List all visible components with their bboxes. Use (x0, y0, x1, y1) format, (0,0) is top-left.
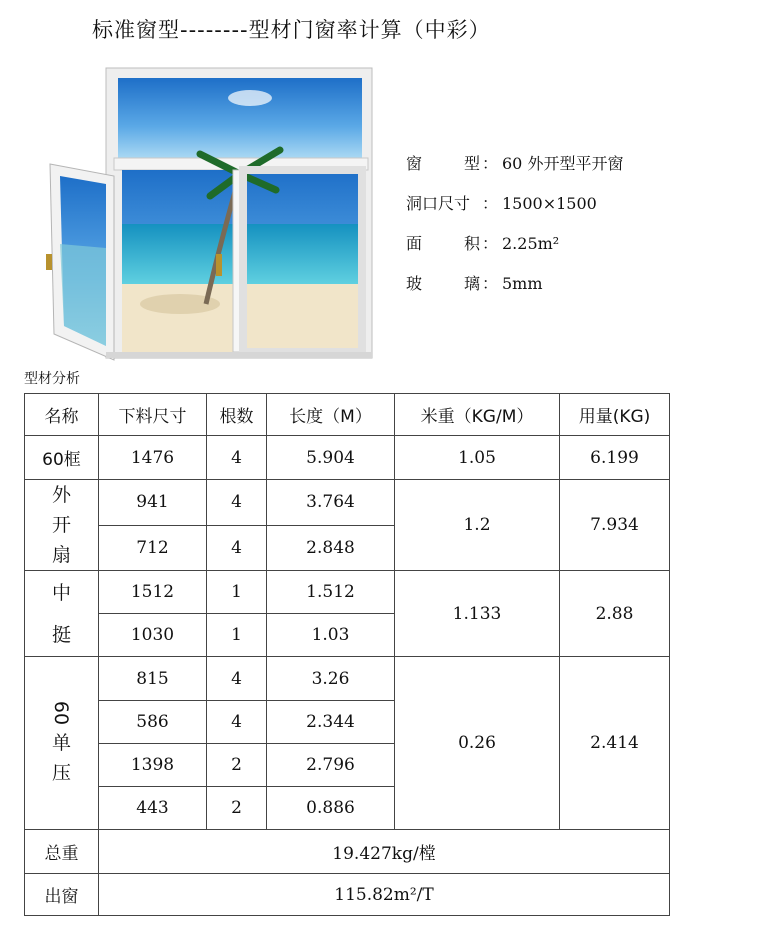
cell-count: 2 (207, 787, 267, 830)
cell-cut-size: 1398 (99, 744, 207, 787)
cell-count: 1 (207, 614, 267, 657)
profile-table (24, 393, 670, 916)
output-value: 115.82m²/T (99, 874, 670, 916)
cell-cut-size: 586 (99, 701, 207, 744)
cell-length: 1.03 (267, 614, 395, 657)
cell-cut-size: 941 (99, 480, 207, 526)
group-name-bead: 60 单 压 (25, 657, 99, 830)
table-header-row (25, 394, 670, 436)
header-count: 根数 (207, 394, 267, 436)
spec-row-type: 窗 型 ： 60 外开型平开窗 (406, 150, 623, 190)
spec-label-glass: 玻 璃 (406, 274, 480, 293)
cell-usage: 7.934 (560, 480, 670, 571)
output-label: 出窗 (25, 874, 99, 916)
group-name-frame: 60框 (25, 436, 99, 480)
table-row (25, 436, 670, 480)
window-photo (30, 64, 380, 364)
header-name: 名称 (25, 394, 99, 436)
cell-cut-size: 712 (99, 525, 207, 571)
spec-value-type: 60 外开型平开窗 (502, 154, 624, 173)
cell-count: 1 (207, 571, 267, 614)
section-label: 型材分析 (24, 371, 80, 387)
cell-usage: 2.88 (560, 571, 670, 657)
header-usage: 用量(KG) (560, 394, 670, 436)
spec-list (406, 150, 623, 310)
spec-row-opening (406, 190, 623, 230)
cell-count: 4 (207, 525, 267, 571)
cell-length: 3.26 (267, 657, 395, 701)
cell-length: 2.344 (267, 701, 395, 744)
cell-meter-weight: 1.2 (395, 480, 560, 571)
cell-length: 1.512 (267, 571, 395, 614)
spec-row-area: 面 积 ： 2.25m² (406, 230, 623, 270)
cell-meter-weight: 1.05 (395, 436, 560, 480)
total-value: 19.427kg/樘 (99, 830, 670, 874)
cell-length: 2.848 (267, 525, 395, 571)
header-cut-size: 下料尺寸 (99, 394, 207, 436)
total-row (25, 830, 670, 874)
cell-count: 2 (207, 744, 267, 787)
table-row (25, 657, 670, 701)
cell-cut-size: 1476 (99, 436, 207, 480)
cell-length: 0.886 (267, 787, 395, 830)
cell-cut-size: 443 (99, 787, 207, 830)
table-row (25, 480, 670, 526)
spec-label-area: 面 积 (406, 234, 480, 253)
cell-cut-size: 1512 (99, 571, 207, 614)
group-name-sash: 外 开 扇 (25, 480, 99, 571)
group-name-mullion: 中 挺 (25, 571, 99, 657)
cell-meter-weight: 1.133 (395, 571, 560, 657)
output-row (25, 874, 670, 916)
spec-value-glass: 5mm (502, 274, 543, 293)
table-row (25, 571, 670, 614)
spec-label-opening: 洞口尺寸 ： (406, 194, 498, 213)
cell-length: 3.764 (267, 480, 395, 526)
cell-meter-weight: 0.26 (395, 657, 560, 830)
spec-label-type: 窗 型 (406, 154, 480, 173)
total-label: 总重 (25, 830, 99, 874)
header-meter-weight: 米重（KG/M） (395, 394, 560, 436)
spec-row-glass: 玻 璃 ： 5mm (406, 270, 623, 310)
spec-value-opening: 1500×1500 (502, 194, 597, 213)
page-title: 标准窗型--------型材门窗率计算（中彩） (92, 18, 491, 42)
cell-count: 4 (207, 701, 267, 744)
spec-value-area: 2.25m² (502, 234, 560, 253)
cell-length: 2.796 (267, 744, 395, 787)
cell-count: 4 (207, 657, 267, 701)
cell-count: 4 (207, 436, 267, 480)
cell-count: 4 (207, 480, 267, 526)
header-length: 长度（M） (267, 394, 395, 436)
cell-cut-size: 815 (99, 657, 207, 701)
cell-cut-size: 1030 (99, 614, 207, 657)
cell-usage: 2.414 (560, 657, 670, 830)
cell-usage: 6.199 (560, 436, 670, 480)
cell-length: 5.904 (267, 436, 395, 480)
